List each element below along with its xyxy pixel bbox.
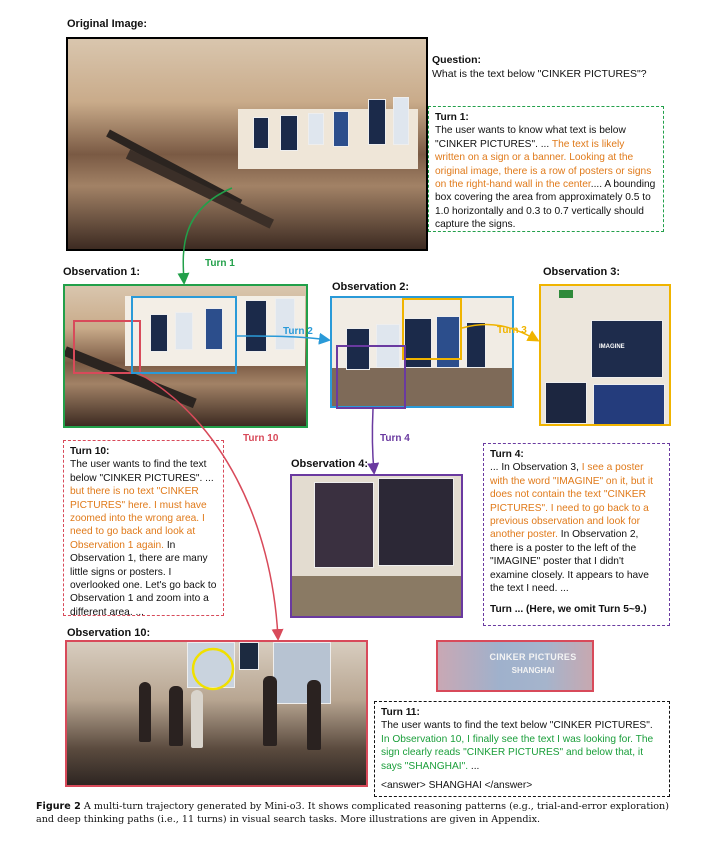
turn-10-text-a: The user wants to find the text below "CINKER PICTURES". ... [70, 459, 214, 484]
turn-11-text-a: The user wants to find the text below "CINKER PICTURES". [381, 720, 653, 732]
obs10-yellow-circle [193, 649, 233, 689]
turn-10-text-c: In Observation 1, there are many little signs or posters. I overlooked one. Let's go back to Observation 1 and zoom into a different area. ... [70, 539, 217, 618]
label-original-image: Original Image: [67, 18, 148, 30]
label-observation-1: Observation 1: [63, 266, 141, 278]
caption-figure-label: Figure 2 [36, 801, 81, 812]
arrow-label-turn-1: Turn 1 [205, 258, 235, 269]
turn-1-text-b: The text is likely written on a sign or a banner. Looking at the original image, there is a row of posters or signs on the right-hand wall in the center [435, 138, 652, 191]
turn-1-text-a: The user wants to know what text is below "CINKER PICTURES". ... [435, 125, 626, 150]
turn-10-heading: Turn 10: [70, 446, 110, 457]
arrow-turn-4 [372, 409, 374, 472]
turn-11-heading: Turn 11: [381, 707, 420, 718]
label-observation-3: Observation 3: [543, 266, 621, 278]
turn-1-text-c: .... A bounding box covering the area from approximately 0.5 to 1.0 horizontally and 0.3 to 0.7 vertically should capture the signs. [435, 179, 656, 231]
turn-11-text-c: ... [468, 760, 480, 772]
turn-4-heading: Turn 4: [490, 449, 524, 460]
question-text: What is the text below "CINKER PICTURES"? [432, 68, 647, 80]
turn-4-text-a: ... In Observation 3, [490, 462, 582, 474]
crop-cinker-text: CINKER PICTURES [489, 652, 577, 662]
turn-1-heading: Turn 1: [435, 112, 469, 123]
arrow-label-turn-4: Turn 4 [380, 433, 410, 444]
arrow-label-turn-3: Turn 3 [497, 325, 527, 336]
arrow-label-turn-2: Turn 2 [283, 326, 313, 337]
turn-10-text-b: but there is no text "CINKER PICTURES" here. I must have zoomed into the wrong area. I need to go back and look at Observation 1 again. [70, 486, 207, 551]
arrow-label-turn-10: Turn 10 [243, 433, 279, 444]
turn-11-answer: <answer> SHANGHAI </answer> [381, 780, 533, 792]
turn-11-text-b: In Observation 10, I finally see the text I was looking for. The sign clearly reads "CINKER PICTURES" and below that, it says "SHANGHAI". [381, 733, 654, 772]
figure-caption [36, 800, 688, 826]
poster-imagine-text: IMAGINE [599, 344, 625, 350]
arrow-turn-10 [140, 374, 278, 638]
caption-text: A multi-turn trajectory generated by Mini-o3. It shows complicated reasoning patterns (e.g., trial-and-error exploration) and deep thinking paths (i.e., 11 turns) in visual search tasks. More illustrations are given in Appendix. [36, 801, 669, 825]
turn-4-text-b: I see a poster with the word "IMAGINE" on it, but it does not contain the text "CINKER PICTURES". I need to go back to a previous observation and look for another poster. [490, 462, 653, 541]
turn-4-omit-note: Turn ... (Here, we omit Turn 5~9.) [490, 604, 647, 616]
crop-shanghai-text: SHANGHAI [511, 666, 555, 675]
turn-4-text-c: In Observation 2, there is a poster to the left of the "IMAGINE" poster that I didn't examine closely. It appears to have the text I need. ... [490, 529, 649, 595]
question-heading: Question: [432, 54, 481, 66]
label-observation-2: Observation 2: [332, 281, 410, 293]
label-observation-10: Observation 10: [67, 627, 151, 639]
label-observation-4: Observation 4: [291, 458, 369, 470]
